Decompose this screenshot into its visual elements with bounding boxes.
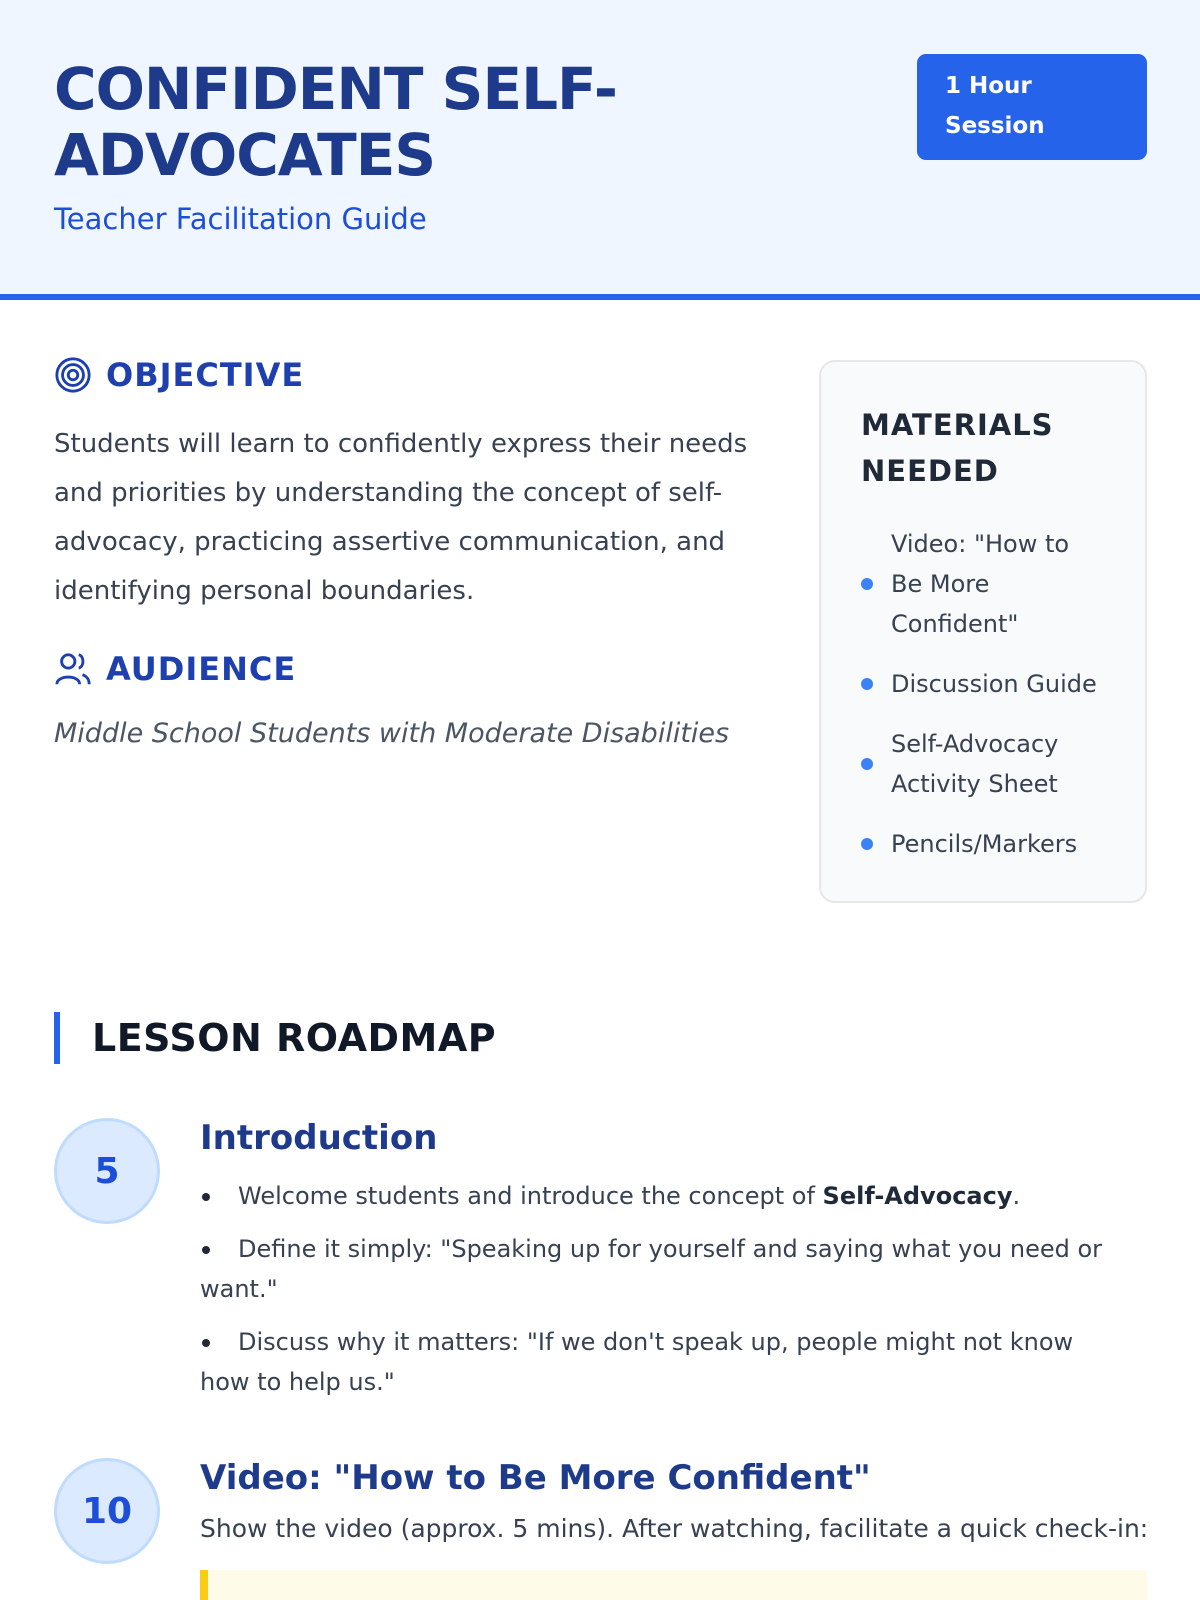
step-text: Show the video (approx. 5 mins). After watching, facilitate a quick check-in: (200, 1514, 1149, 1543)
bullet-dot-icon (861, 758, 873, 770)
list-item: Welcome students and introduce the concept of Self-Advocacy. (200, 1176, 1130, 1216)
objective-title: OBJECTIVE (106, 356, 305, 394)
list-item: Discussion Guide (861, 664, 1105, 704)
users-icon (54, 650, 92, 688)
page-subtitle: Teacher Facilitation Guide (54, 202, 427, 236)
list-item: Pencils/Markers (861, 824, 1105, 864)
step-title: Introduction (200, 1118, 438, 1158)
bullet-dot-icon (861, 678, 873, 690)
audience-heading (54, 650, 296, 688)
page-title: CONFIDENT SELF-ADVOCATES (54, 55, 617, 189)
audience-text: Middle School Students with Moderate Disabilities (54, 718, 730, 749)
bullet-dot-icon (861, 578, 873, 590)
objective-heading (54, 356, 304, 394)
list-item: Video: "How to Be More Confident" (861, 524, 1105, 644)
audience-title: AUDIENCE (106, 650, 297, 688)
target-icon (54, 356, 92, 394)
materials-card (819, 360, 1147, 903)
list-item: Discuss why it matters: "If we don't speak up, people might not know how to help us." (200, 1322, 1130, 1402)
list-item: Self-Advocacy Activity Sheet (861, 724, 1105, 804)
keyword: Self-Advocacy (822, 1182, 1013, 1210)
list-item: Define it simply: "Speaking up for yourself and saying what you need or want." (200, 1229, 1130, 1309)
materials-list (861, 524, 1105, 864)
step-bullets (200, 1176, 1130, 1415)
roadmap-heading: LESSON ROADMAP (54, 1012, 496, 1064)
bullet-dot-icon (861, 838, 873, 850)
step-minutes-badge: 10 (54, 1458, 160, 1564)
objective-text: Students will learn to confidently express their needs and priorities by understanding the concept of self-advocacy, practicing assertive communication, and identifying personal boundaries. (54, 429, 748, 606)
step-minutes-badge: 5 (54, 1118, 160, 1224)
header (0, 0, 1200, 300)
step-title: Video: "How to Be More Confident" (200, 1458, 871, 1498)
callout-box (200, 1570, 1147, 1600)
materials-title: MATERIALS NEEDED (861, 408, 1054, 488)
duration-badge: 1 Hour Session (917, 54, 1147, 160)
